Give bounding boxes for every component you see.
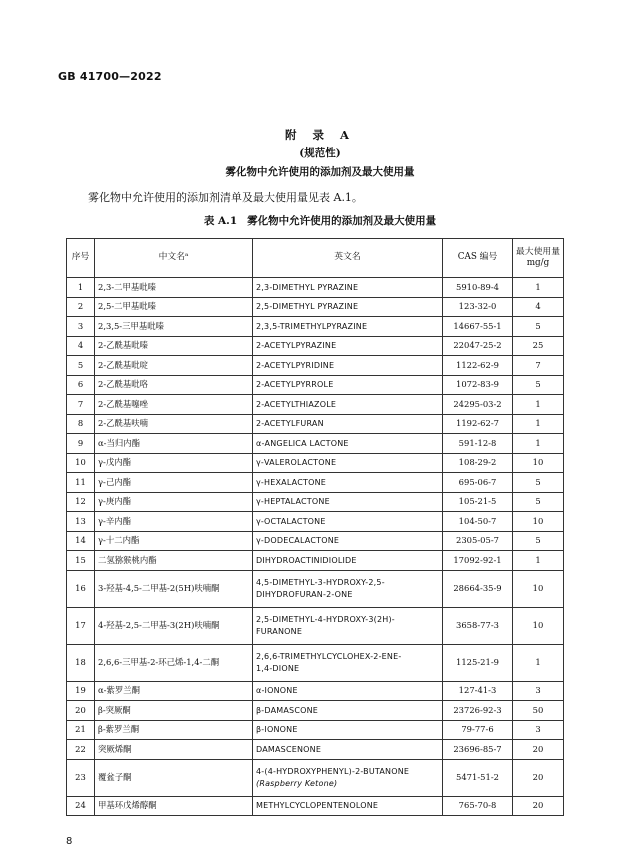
table-row bbox=[67, 796, 564, 816]
cell-max-usage: 20 bbox=[513, 796, 564, 816]
header-cas-number: CAS 编号 bbox=[443, 239, 513, 278]
cell-chinese-name: 2,5-二甲基吡嗪 bbox=[95, 297, 253, 317]
cell-cas-number: 2305-05-7 bbox=[443, 531, 513, 551]
annex-subtitle: 雾化物中允许使用的添加剂及最大使用量 bbox=[225, 166, 415, 178]
cell-english-name bbox=[253, 492, 443, 512]
cell-no: 12 bbox=[67, 492, 95, 512]
cell-english-name bbox=[253, 796, 443, 816]
english-name-line-1: 2,3,5-TRIMETHYLPYRAZINE bbox=[256, 321, 368, 331]
english-name-line-1: 2,5-DIMETHYL PYRAZINE bbox=[256, 302, 359, 311]
cell-cas-number: 123-32-0 bbox=[443, 297, 513, 317]
cell-no: 21 bbox=[67, 720, 95, 740]
cell-english-name bbox=[253, 414, 443, 434]
cell-chinese-name: 2,6,6-三甲基-2-环己烯-1,4-二酮 bbox=[95, 644, 253, 681]
cell-english-name bbox=[253, 375, 443, 395]
cell-cas-number: 1192-62-7 bbox=[443, 414, 513, 434]
cell-max-usage: 5 bbox=[513, 492, 564, 512]
table-row bbox=[67, 395, 564, 415]
table-row bbox=[67, 297, 564, 317]
cell-no: 15 bbox=[67, 551, 95, 571]
table-row bbox=[67, 720, 564, 740]
english-name-line-1: β-DAMASCONE bbox=[256, 705, 319, 715]
cell-chinese-name: 甲基环戊烯醇酮 bbox=[95, 796, 253, 816]
cell-max-usage: 50 bbox=[513, 701, 564, 721]
cell-max-usage: 4 bbox=[513, 297, 564, 317]
cell-english-name bbox=[253, 551, 443, 571]
page-number: 8 bbox=[66, 836, 73, 847]
english-name-line-1: γ-DODECALACTONE bbox=[256, 536, 340, 545]
cell-english-name bbox=[253, 336, 443, 356]
cell-no: 19 bbox=[67, 681, 95, 701]
cell-chinese-name: γ-十二内酯 bbox=[95, 531, 253, 551]
cell-chinese-name: 3-羟基-4,5-二甲基-2(5H)呋喃酮 bbox=[95, 570, 253, 607]
cell-no: 5 bbox=[67, 356, 95, 376]
cell-max-usage: 1 bbox=[513, 644, 564, 681]
cell-no: 14 bbox=[67, 531, 95, 551]
table-row bbox=[67, 551, 564, 571]
cell-cas-number: 5471-51-2 bbox=[443, 759, 513, 796]
english-name-line-1: 2-ACETYLTHIAZOLE bbox=[256, 399, 337, 409]
cell-max-usage: 25 bbox=[513, 336, 564, 356]
cell-no: 11 bbox=[67, 473, 95, 493]
cell-chinese-name: 2-乙酰基吡嗪 bbox=[95, 336, 253, 356]
cell-no: 23 bbox=[67, 759, 95, 796]
english-name-line-2: FURANONE bbox=[256, 626, 303, 636]
table-row bbox=[67, 473, 564, 493]
cell-english-name bbox=[253, 607, 443, 644]
cell-cas-number: 23696-85-7 bbox=[443, 740, 513, 760]
cell-max-usage: 5 bbox=[513, 531, 564, 551]
cell-max-usage: 3 bbox=[513, 681, 564, 701]
cell-no: 1 bbox=[67, 278, 95, 298]
cell-cas-number: 1125-21-9 bbox=[443, 644, 513, 681]
intro-paragraph: 雾化物中允许使用的添加剂清单及最大使用量见表 A.1。 bbox=[88, 191, 363, 204]
table-row bbox=[67, 375, 564, 395]
cell-chinese-name: 2-乙酰基吡咯 bbox=[95, 375, 253, 395]
cell-cas-number: 5910-89-4 bbox=[443, 278, 513, 298]
table-row bbox=[67, 531, 564, 551]
cell-chinese-name: 覆盆子酮 bbox=[95, 759, 253, 796]
cell-english-name bbox=[253, 759, 443, 796]
cell-cas-number: 765-70-8 bbox=[443, 796, 513, 816]
cell-cas-number: 22047-25-2 bbox=[443, 336, 513, 356]
english-name-line-1: 2,5-DIMETHYL-4-HYDROXY-3(2H)- bbox=[256, 615, 395, 624]
english-name-line-1: 2,3-DIMETHYL PYRAZINE bbox=[256, 282, 359, 292]
cell-chinese-name: 2-乙酰基噻唑 bbox=[95, 395, 253, 415]
cell-max-usage: 1 bbox=[513, 395, 564, 415]
cell-no: 9 bbox=[67, 434, 95, 454]
english-name-line-1: γ-VALEROLACTONE bbox=[256, 458, 337, 467]
header-max-usage bbox=[513, 239, 564, 278]
english-name-line-1: 2-ACETYLPYRIDINE bbox=[256, 360, 335, 370]
cell-max-usage: 1 bbox=[513, 414, 564, 434]
cell-chinese-name: α-当归内酯 bbox=[95, 434, 253, 454]
cell-cas-number: 695-06-7 bbox=[443, 473, 513, 493]
cell-english-name bbox=[253, 453, 443, 473]
cell-no: 3 bbox=[67, 317, 95, 337]
english-name-line-1: DIHYDROACTINIDIOLIDE bbox=[256, 555, 357, 565]
english-name-line-1: 4-(4-HYDROXYPHENYL)-2-BUTANONE bbox=[256, 767, 410, 776]
cell-chinese-name: 二氢猕猴桃内酯 bbox=[95, 551, 253, 571]
english-name-line-1: γ-HEXALACTONE bbox=[256, 477, 327, 487]
table-row bbox=[67, 453, 564, 473]
cell-cas-number: 79-77-6 bbox=[443, 720, 513, 740]
cell-english-name bbox=[253, 297, 443, 317]
cell-no: 7 bbox=[67, 395, 95, 415]
cell-cas-number: 108-29-2 bbox=[443, 453, 513, 473]
cell-cas-number: 23726-92-3 bbox=[443, 701, 513, 721]
table-row bbox=[67, 607, 564, 644]
cell-cas-number: 1122-62-9 bbox=[443, 356, 513, 376]
cell-english-name bbox=[253, 317, 443, 337]
cell-no: 10 bbox=[67, 453, 95, 473]
english-name-line-2: (Raspberry Ketone) bbox=[256, 778, 338, 788]
cell-max-usage: 1 bbox=[513, 551, 564, 571]
english-name-line-1: γ-HEPTALACTONE bbox=[256, 497, 330, 506]
cell-chinese-name: γ-己内酯 bbox=[95, 473, 253, 493]
table-row bbox=[67, 278, 564, 298]
english-name-line-1: METHYLCYCLOPENTENOLONE bbox=[256, 801, 379, 810]
cell-no: 2 bbox=[67, 297, 95, 317]
cell-cas-number: 17092-92-1 bbox=[443, 551, 513, 571]
english-name-line-1: 2-ACETYLPYRAZINE bbox=[256, 341, 337, 350]
header-chinese-name: 中文名ᵃ bbox=[95, 239, 253, 278]
cell-cas-number: 127-41-3 bbox=[443, 681, 513, 701]
table-caption-title: 雾化物中允许使用的添加剂及最大使用量 bbox=[247, 215, 437, 227]
english-name-line-2: 1,4-DIONE bbox=[256, 663, 300, 673]
table-row bbox=[67, 570, 564, 607]
cell-max-usage: 3 bbox=[513, 720, 564, 740]
cell-no: 17 bbox=[67, 607, 95, 644]
cell-max-usage: 1 bbox=[513, 434, 564, 454]
cell-chinese-name: γ-庚内酯 bbox=[95, 492, 253, 512]
cell-max-usage: 1 bbox=[513, 278, 564, 298]
english-name-line-1: 2-ACETYLFURAN bbox=[256, 419, 324, 428]
cell-english-name bbox=[253, 512, 443, 532]
cell-cas-number: 591-12-8 bbox=[443, 434, 513, 454]
table-row bbox=[67, 356, 564, 376]
cell-chinese-name: 2,3-二甲基吡嗪 bbox=[95, 278, 253, 298]
cell-chinese-name: 2-乙酰基吡啶 bbox=[95, 356, 253, 376]
annex-title: 附 录 A bbox=[285, 128, 355, 142]
table-body bbox=[67, 278, 564, 816]
cell-max-usage: 20 bbox=[513, 759, 564, 796]
cell-chinese-name: γ-辛内酯 bbox=[95, 512, 253, 532]
table-row bbox=[67, 317, 564, 337]
cell-english-name bbox=[253, 434, 443, 454]
english-name-line-1: β-IONONE bbox=[256, 725, 298, 734]
english-name-line-1: 2,6,6-TRIMETHYLCYCLOHEX-2-ENE- bbox=[256, 652, 402, 661]
header-no: 序号 bbox=[67, 239, 95, 278]
cell-no: 20 bbox=[67, 701, 95, 721]
cell-english-name bbox=[253, 681, 443, 701]
cell-max-usage: 5 bbox=[513, 317, 564, 337]
cell-max-usage: 5 bbox=[513, 473, 564, 493]
cell-english-name bbox=[253, 395, 443, 415]
cell-chinese-name: 2-乙酰基呋喃 bbox=[95, 414, 253, 434]
cell-no: 6 bbox=[67, 375, 95, 395]
header-max-usage-label: 最大使用量 bbox=[516, 246, 560, 257]
english-name-line-2: DIHYDROFURAN-2-ONE bbox=[256, 589, 353, 599]
cell-cas-number: 105-21-5 bbox=[443, 492, 513, 512]
english-name-line-1: α-IONONE bbox=[256, 686, 298, 695]
cell-english-name bbox=[253, 701, 443, 721]
cell-english-name bbox=[253, 740, 443, 760]
cell-max-usage: 7 bbox=[513, 356, 564, 376]
english-name-line-1: γ-OCTALACTONE bbox=[256, 516, 326, 526]
cell-no: 18 bbox=[67, 644, 95, 681]
table-row bbox=[67, 414, 564, 434]
cell-english-name bbox=[253, 644, 443, 681]
cell-chinese-name: 2,3,5-三甲基吡嗪 bbox=[95, 317, 253, 337]
header-max-usage-unit: mg/g bbox=[526, 258, 550, 268]
table-row bbox=[67, 681, 564, 701]
cell-no: 4 bbox=[67, 336, 95, 356]
additives-table bbox=[66, 238, 564, 816]
table-caption bbox=[0, 213, 640, 228]
cell-english-name bbox=[253, 473, 443, 493]
cell-chinese-name: β-突厥酮 bbox=[95, 701, 253, 721]
cell-chinese-name: γ-戊内酯 bbox=[95, 453, 253, 473]
cell-no: 13 bbox=[67, 512, 95, 532]
header-english-name: 英文名 bbox=[253, 239, 443, 278]
cell-english-name bbox=[253, 278, 443, 298]
cell-max-usage: 10 bbox=[513, 512, 564, 532]
cell-max-usage: 10 bbox=[513, 607, 564, 644]
annex-normative-label: (规范性) bbox=[299, 147, 341, 159]
table-header-row bbox=[67, 239, 564, 278]
english-name-line-1: 4,5-DIMETHYL-3-HYDROXY-2,5- bbox=[256, 578, 385, 587]
table-row bbox=[67, 759, 564, 796]
standard-code: GB 41700—2022 bbox=[58, 70, 162, 83]
cell-no: 24 bbox=[67, 796, 95, 816]
table-row bbox=[67, 434, 564, 454]
cell-english-name bbox=[253, 570, 443, 607]
cell-no: 16 bbox=[67, 570, 95, 607]
english-name-line-1: 2-ACETYLPYRROLE bbox=[256, 380, 334, 389]
english-name-line-1: α-ANGELICA LACTONE bbox=[256, 438, 349, 448]
table-row bbox=[67, 336, 564, 356]
cell-english-name bbox=[253, 531, 443, 551]
cell-chinese-name: 4-羟基-2,5-二甲基-3(2H)呋喃酮 bbox=[95, 607, 253, 644]
cell-english-name bbox=[253, 720, 443, 740]
cell-cas-number: 3658-77-3 bbox=[443, 607, 513, 644]
cell-max-usage: 20 bbox=[513, 740, 564, 760]
english-name-line-1: DAMASCENONE bbox=[256, 744, 322, 754]
cell-max-usage: 5 bbox=[513, 375, 564, 395]
cell-cas-number: 104-50-7 bbox=[443, 512, 513, 532]
cell-max-usage: 10 bbox=[513, 570, 564, 607]
table-caption-number: 表 A.1 bbox=[203, 215, 238, 227]
cell-cas-number: 24295-03-2 bbox=[443, 395, 513, 415]
table-row bbox=[67, 740, 564, 760]
cell-chinese-name: β-紫罗兰酮 bbox=[95, 720, 253, 740]
cell-max-usage: 10 bbox=[513, 453, 564, 473]
cell-chinese-name: 突厥烯酮 bbox=[95, 740, 253, 760]
cell-chinese-name: α-紫罗兰酮 bbox=[95, 681, 253, 701]
table-row bbox=[67, 644, 564, 681]
cell-no: 22 bbox=[67, 740, 95, 760]
cell-cas-number: 28664-35-9 bbox=[443, 570, 513, 607]
cell-cas-number: 1072-83-9 bbox=[443, 375, 513, 395]
cell-cas-number: 14667-55-1 bbox=[443, 317, 513, 337]
table-row bbox=[67, 701, 564, 721]
cell-english-name bbox=[253, 356, 443, 376]
table-row bbox=[67, 492, 564, 512]
table-row bbox=[67, 512, 564, 532]
cell-no: 8 bbox=[67, 414, 95, 434]
